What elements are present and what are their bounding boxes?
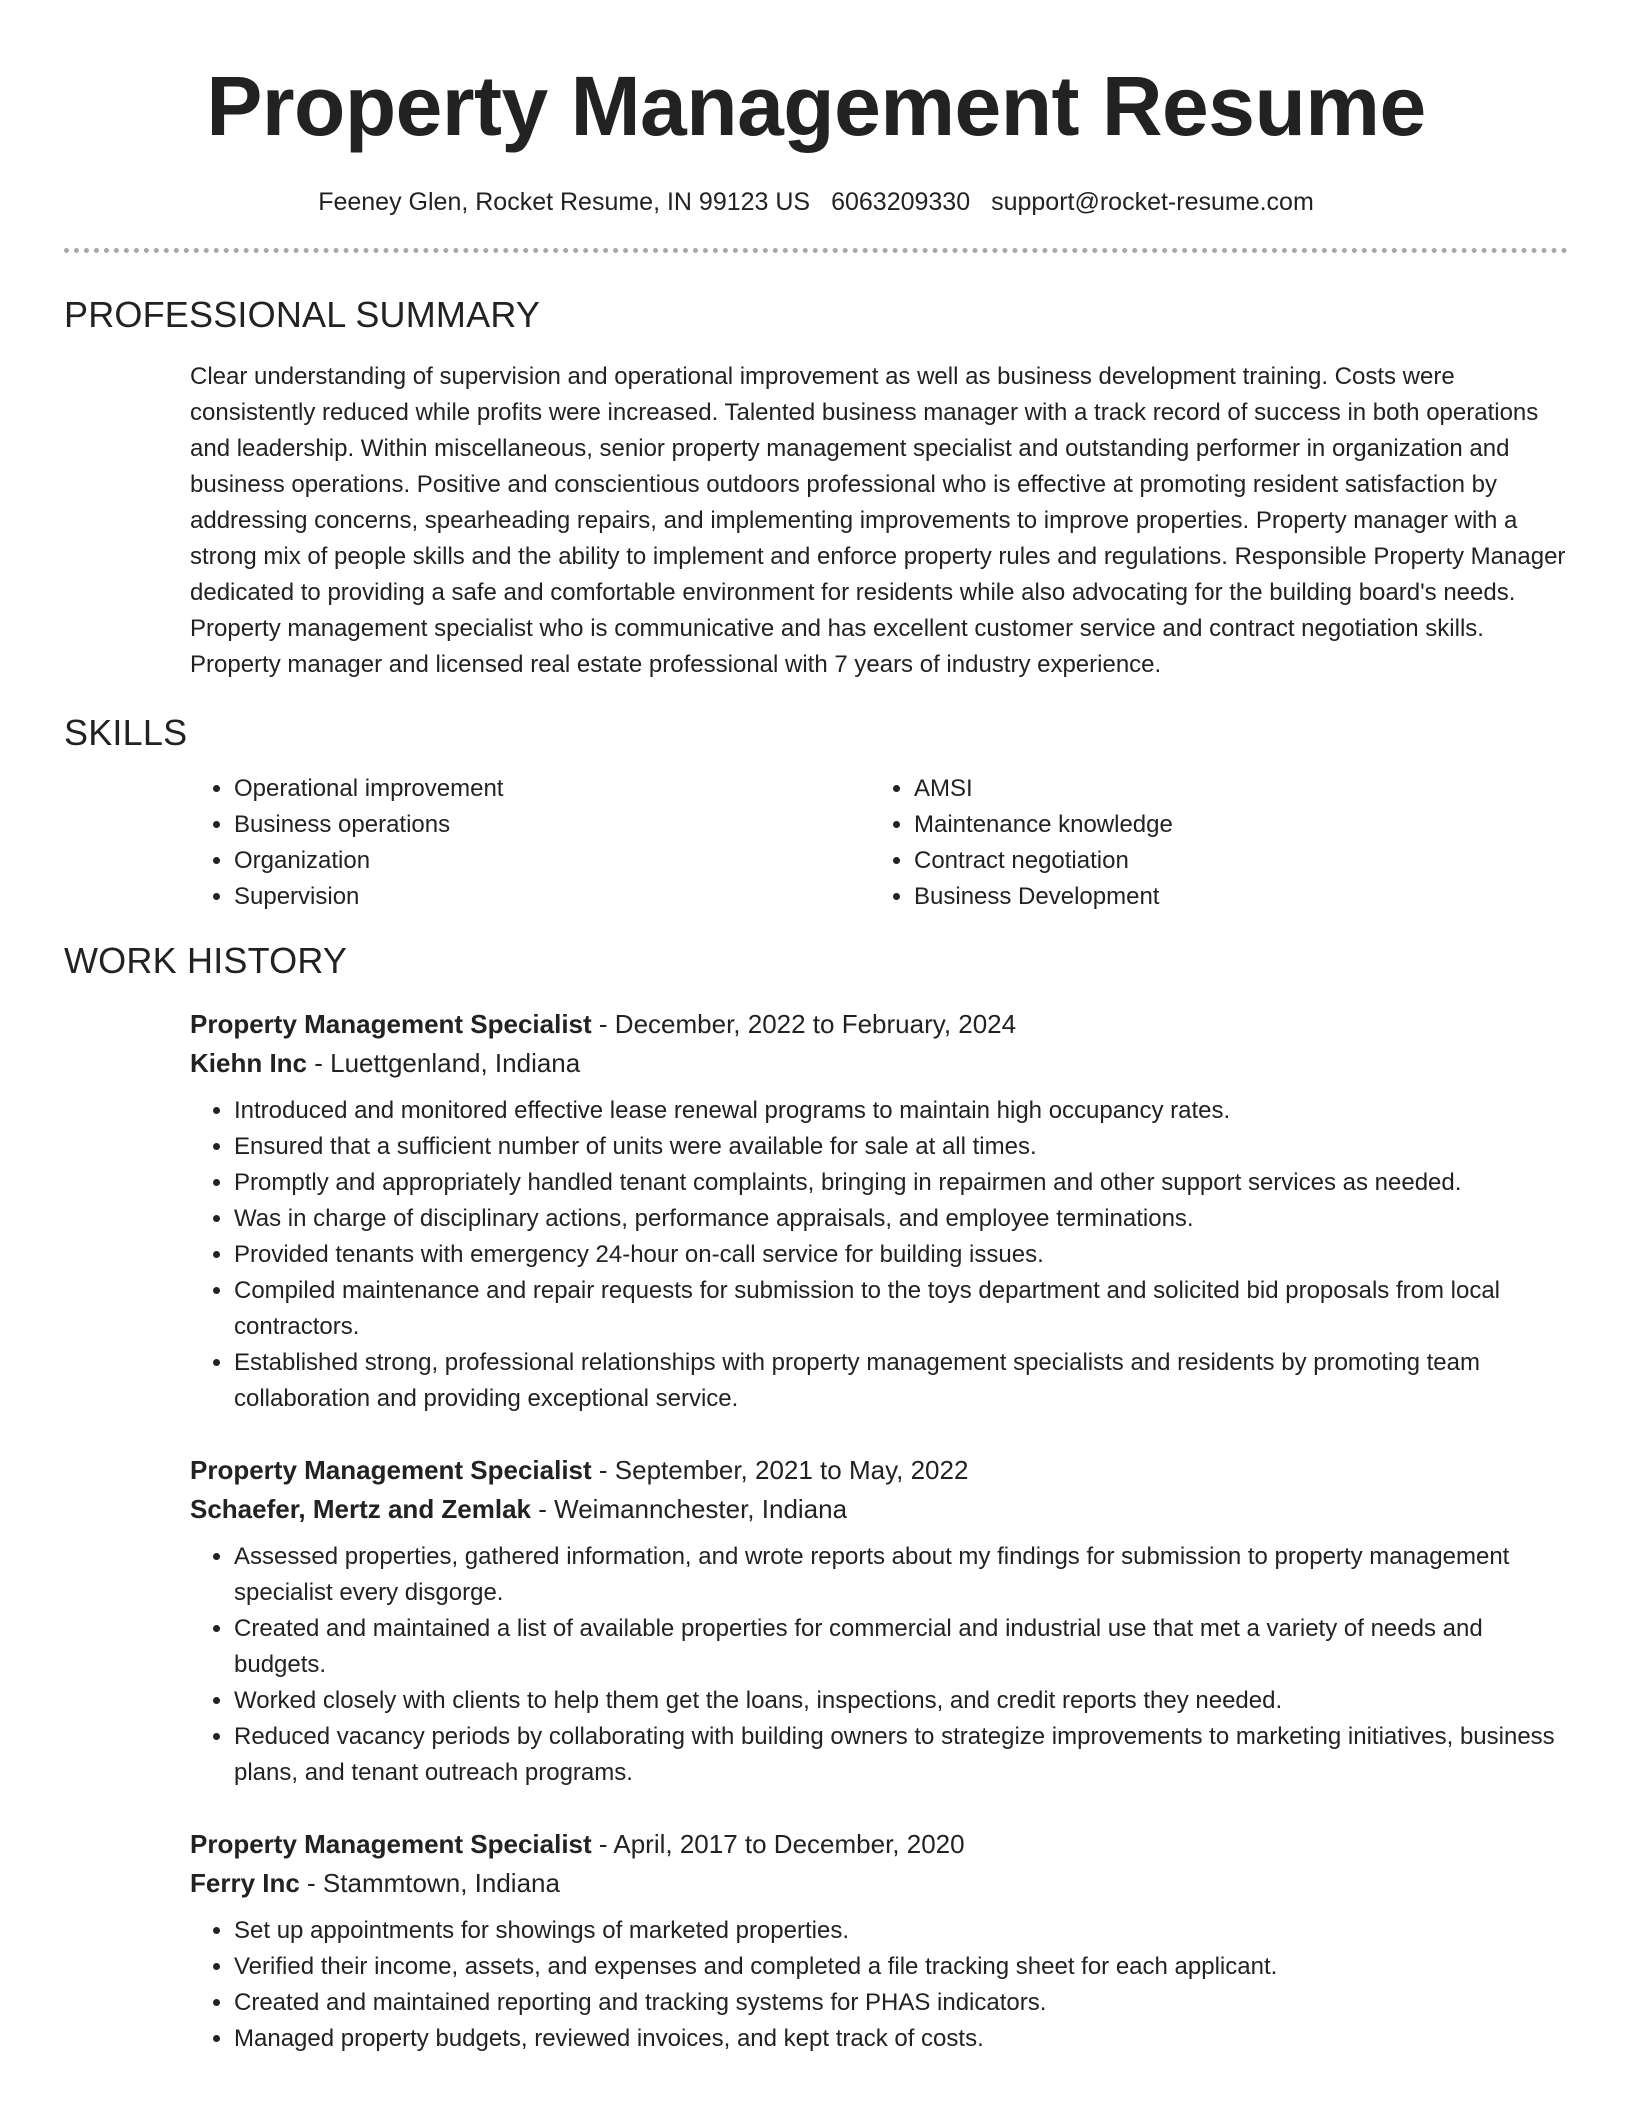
job-title: Property Management Specialist [190, 1009, 592, 1039]
job-company: Schaefer, Mertz and Zemlak [190, 1494, 532, 1524]
job-bullet: • Worked closely with clients to help them get the loans, inspections, and credit reports they needed. [234, 1683, 1568, 1719]
job-bullet: • Created and maintained a list of available properties for commercial and industrial use that met a variety of needs and budgets. [234, 1611, 1568, 1683]
skill-item: • Contract negotiation [914, 843, 1550, 879]
job-bullet: • Set up appointments for showings of marketed properties. [234, 1913, 1568, 1949]
job-bullet: • Ensured that a sufficient number of units were available for sale at all times. [234, 1129, 1568, 1165]
job-bullet: • Promptly and appropriately handled tenant complaints, bringing in repairmen and other support services as needed. [234, 1165, 1568, 1201]
summary-text: Clear understanding of supervision and operational improvement as well as business development training. Costs were consistently reduced while profits were increased. Talented business manager with a track record of success in both operations and leadership. Within miscellaneous, senior property management specialist and outstanding performer in organization and business operations. Positive and conscientious outdoors professional who is effective at promoting resident satisfaction by addressing concerns, spearheading repairs, and implementing improvements to improve properties. Property manager with a strong mix of people skills and the ability to implement and enforce property rules and regulations. Responsible Property Manager dedicated to providing a safe and comfortable environment for residents while also advocating for the building board's needs. Property management specialist who is communicative and has excellent customer service and contract negotiation skills. Property manager and licensed real estate professional with 7 years of industry experience. [190, 363, 1566, 678]
header-divider [64, 248, 1568, 253]
job-bullet: • Introduced and monitored effective lease renewal programs to maintain high occupancy rates. [234, 1093, 1568, 1129]
skill-item: • Supervision [234, 879, 870, 915]
job-location: - Weimannchester, Indiana [531, 1494, 848, 1524]
job-bullet: • Created and maintained reporting and tracking systems for PHAS indicators. [234, 1985, 1568, 2021]
skill-item: • AMSI [914, 771, 1550, 807]
contact-email: support@rocket-resume.com [991, 188, 1314, 216]
job-dates: - December, 2022 to February, 2024 [591, 1009, 1017, 1039]
job-bullets [190, 1539, 1568, 1791]
job-bullet: • Compiled maintenance and repair requests for submission to the toys department and solicited bid proposals from local contractors. [234, 1273, 1568, 1345]
job-bullet: • Verified their income, assets, and expenses and completed a file tracking sheet for each applicant. [234, 1949, 1568, 1985]
skill-item: • Organization [234, 843, 870, 879]
job-title: Property Management Specialist [190, 1455, 592, 1485]
contact-phone: 6063209330 [831, 188, 971, 216]
skills-heading: SKILLS [64, 712, 188, 753]
job-entry [190, 1825, 1568, 2057]
job-title-line [190, 1005, 1568, 1044]
job-dates: - April, 2017 to December, 2020 [591, 1829, 965, 1859]
job-entry [190, 1005, 1568, 1417]
job-dates: - September, 2021 to May, 2022 [591, 1455, 969, 1485]
job-company: Kiehn Inc [190, 1048, 308, 1078]
job-company-line [190, 1044, 1568, 1083]
job-bullets [190, 1913, 1568, 2057]
summary-heading: PROFESSIONAL SUMMARY [64, 294, 541, 335]
contact-info [64, 186, 1568, 218]
job-location: - Stammtown, Indiana [299, 1868, 560, 1898]
contact-address: Feeney Glen, Rocket Resume, IN 99123 US [318, 188, 811, 216]
skills-list [190, 771, 1568, 915]
job-bullet: • Managed property budgets, reviewed invoices, and kept track of costs. [234, 2021, 1568, 2057]
job-bullet: • Reduced vacancy periods by collaborating with building owners to strategize improvements to marketing initiatives, business plans, and tenant outreach programs. [234, 1719, 1568, 1791]
job-title-line [190, 1825, 1568, 1864]
job-bullet: • Provided tenants with emergency 24-hour on-call service for building issues. [234, 1237, 1568, 1273]
skill-item: • Business operations [234, 807, 870, 843]
job-company: Ferry Inc [190, 1868, 300, 1898]
job-location: - Luettgenland, Indiana [307, 1048, 581, 1078]
skill-item: • Maintenance knowledge [914, 807, 1550, 843]
job-bullets [190, 1093, 1568, 1417]
job-entry [190, 1451, 1568, 1791]
skills-column-right [870, 771, 1550, 915]
job-bullet: • Was in charge of disciplinary actions, performance appraisals, and employee terminations. [234, 1201, 1568, 1237]
work-history-heading: WORK HISTORY [64, 940, 348, 981]
job-title-line [190, 1451, 1568, 1490]
job-title: Property Management Specialist [190, 1829, 592, 1859]
skill-item: • Operational improvement [234, 771, 870, 807]
resume-title: Property Management Resume [206, 59, 1426, 153]
skill-item: • Business Development [914, 879, 1550, 915]
job-company-line [190, 1490, 1568, 1529]
job-company-line [190, 1864, 1568, 1903]
job-bullet: • Assessed properties, gathered information, and wrote reports about my findings for submission to property management specialist every disgorge. [234, 1539, 1568, 1611]
skills-column-left [190, 771, 870, 915]
job-bullet: • Established strong, professional relationships with property management specialists and residents by promoting team collaboration and providing exceptional service. [234, 1345, 1568, 1417]
